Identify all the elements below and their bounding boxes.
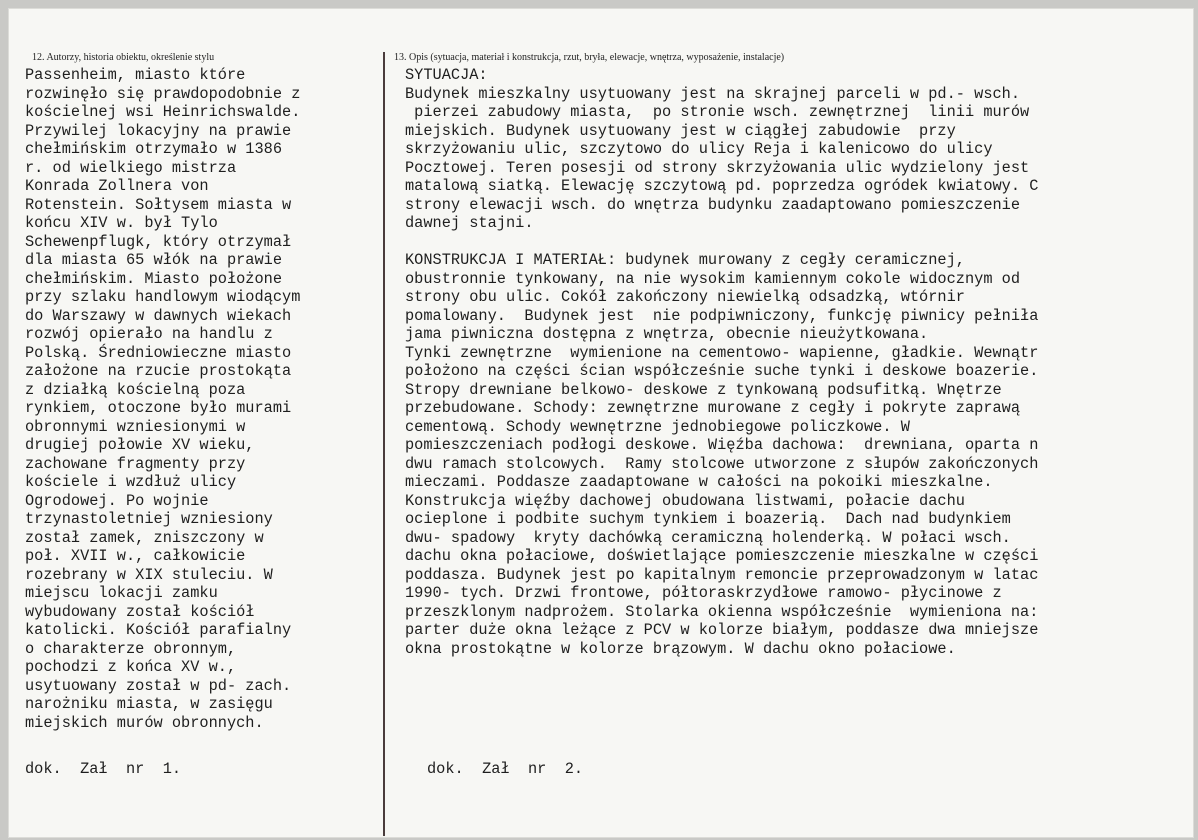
text-line: dwu ramach stolcowych. Ramy stolcowe utworzone z słupów zakończonych <box>405 454 1039 473</box>
paragraph-gap <box>405 233 1185 252</box>
text-line: miejskich. Budynek usytuowany jest w ciągłej zabudowie przy <box>405 121 956 140</box>
text-line: parter duże okna leżące z PCV w kolorze białym, poddasze dwa mniejsze <box>405 621 1039 639</box>
text-line: przy szlaku handlowym wiodącym <box>25 288 301 306</box>
text-line: pomieszczeniach podłogi deskowe. Więźba dachowa: drewniana, oparta n <box>405 436 1039 454</box>
text-line: skrzyżowaniu ulic, szczytowo do ulicy Reja i kalenicowo do ulicy <box>405 140 993 158</box>
document-sheet <box>8 8 1194 838</box>
text-line: pochodzi z końca XV w., <box>25 658 237 676</box>
text-line: narożniku miasta, w zasięgu <box>25 695 273 713</box>
text-line: pierzei zabudowy miasta, po stronie wsch. zewnętrznej linii murów <box>405 103 1030 121</box>
text-line: Stropy drewniane belkowo- deskowe z tynkowaną podsufitką. Wnętrze <box>405 380 1002 399</box>
left-footer-attachment: dok. Zał nr 1. <box>25 760 182 778</box>
text-line: 1990- tych. Drzwi frontowe, półtoraskrzydłowe ramowo- płycinowe z <box>405 584 1002 602</box>
text-line: chełmińskim. Miasto położone <box>25 269 283 288</box>
text-line: rozebrany w XIX stuleciu. W <box>25 565 273 584</box>
text-line: rozwinęło się prawdopodobnie z <box>25 84 301 103</box>
text-line: miejskich murów obronnych. <box>25 713 264 732</box>
text-line: katolicki. Kościół parafialny <box>25 621 292 639</box>
text-line: końcu XIV w. był Tylo <box>25 214 218 232</box>
text-line: drugiej połowie XV wieku, <box>25 436 255 454</box>
text-line: KONSTRUKCJA I MATERIAŁ: budynek murowany z cegły ceramicznej, <box>405 251 965 269</box>
text-line: mieczami. Poddasze zaadaptowane w całości na pokoiki mieszkalne. <box>405 473 993 491</box>
text-line: do Warszawy w dawnych wiekach <box>25 306 292 325</box>
text-line: wybudowany został kościół <box>25 602 255 621</box>
text-line: strony obu ulic. Cokół zakończony niewielką odsadzką, wtórnir <box>405 288 965 306</box>
text-line: poł. XVII w., całkowicie <box>25 547 246 565</box>
text-line: Schewenpflugk, który otrzymał <box>25 232 292 251</box>
text-line: Przywilej lokacyjny na prawie <box>25 121 292 140</box>
section-13-header: 13. Opis (sytuacja, materiał i konstrukcja, rzut, bryła, elewacje, wnętrza, wyposażenie, instalacje) <box>394 52 785 63</box>
text-line: Tynki zewnętrzne wymienione na cementowo- wapienne, gładkie. Wewnątr <box>405 343 1039 362</box>
text-line: położono na części ścian współcześnie suche tynki i deskowe boazerie. <box>405 362 1039 380</box>
text-line: ocieplone i podbite suchym tynkiem i boazerią. Dach nad budynkiem <box>405 510 1011 528</box>
text-line: z działką kościelną poza <box>25 380 246 399</box>
text-line: obronnymi wzniesionymi w <box>25 417 246 436</box>
text-line: okna prostokątne w kolorze brązowym. W dachu okno połaciowe. <box>405 639 956 658</box>
text-line: Pocztowej. Teren posesji od strony skrzyżowania ulic wydzielony jest <box>405 158 1030 177</box>
text-line: rynkiem, otoczone było murami <box>25 399 292 417</box>
text-line: Ogrodowej. Po wojnie <box>25 491 209 510</box>
text-line: kościelnej wsi Heinrichswalde. <box>25 103 301 121</box>
text-line: poddasza. Budynek jest po kapitalnym remoncie przeprowadzonym w latac <box>405 565 1039 584</box>
right-footer-attachment: dok. Zał nr 2. <box>427 760 584 778</box>
description-text-column <box>405 66 1185 658</box>
text-line: Polską. Średniowieczne miasto <box>25 343 292 362</box>
text-line: chełmińskim otrzymało w 1386 <box>25 140 283 158</box>
text-line: dawnej stajni. <box>405 214 534 232</box>
text-line: miejscu lokacji zamku <box>25 584 218 602</box>
text-line: Konstrukcja więźby dachowej obudowana listwami, połacie dachu <box>405 491 965 510</box>
text-line: cementową. Schody wewnętrzne jednobiegowe policzkowe. W <box>405 417 910 436</box>
column-divider <box>383 52 385 836</box>
text-line: został zamek, zniszczony w <box>25 528 264 547</box>
text-line: kościele i wzdłuż ulicy <box>25 473 237 491</box>
text-line: Budynek mieszkalny usytuowany jest na skrajnej parceli w pd.- wsch. <box>405 84 1021 103</box>
text-line: usytuowany został w pd- zach. <box>25 676 292 695</box>
text-line: założone na rzucie prostokąta <box>25 362 292 380</box>
text-line: przebudowane. Schody: zewnętrzne murowane z cegły i pokryte zaprawą <box>405 399 1021 417</box>
text-line: obustronnie tynkowany, na nie wysokim kamiennym cokole widocznym od <box>405 269 1021 288</box>
section-12-header: 12. Autorzy, historia obiektu, określenie stylu <box>32 52 215 63</box>
text-line: dla miasta 65 włók na prawie <box>25 251 283 269</box>
text-line: pomalowany. Budynek jest nie podpiwniczony, funkcję piwnicy pełniła <box>405 306 1039 325</box>
text-line: zachowane fragmenty przy <box>25 454 246 473</box>
text-line: Passenheim, miasto które <box>25 66 246 84</box>
text-line: Rotenstein. Sołtysem miasta w <box>25 195 292 214</box>
text-line: strony elewacji wsch. do wnętrza budynku zaadaptowano pomieszczenie <box>405 195 1021 214</box>
text-line: o charakterze obronnym, <box>25 639 237 658</box>
text-line: przeszklonym nadprożem. Stolarka okienna współcześnie wymieniona na: <box>405 602 1039 621</box>
construction-paragraph <box>405 251 1185 658</box>
text-line: matalową siatką. Elewację szczytową pd. poprzedza ogródek kwiatowy. C <box>405 177 1039 195</box>
text-line: rozwój opierało na handlu z <box>25 325 273 343</box>
history-text-column <box>25 66 375 732</box>
text-line: dachu okna połaciowe, doświetlające pomieszczenie mieszkalne w części <box>405 547 1039 565</box>
text-line: jama piwniczna dostępna z wnętrza, obecnie nieużytkowana. <box>405 325 929 343</box>
text-line: trzynastoletniej wzniesiony <box>25 510 273 528</box>
text-line: SYTUACJA: <box>405 66 488 84</box>
text-line: dwu- spadowy kryty dachówką ceramiczną holenderką. W połaci wsch. <box>405 528 1011 547</box>
situation-paragraph <box>405 66 1185 233</box>
text-line: Konrada Zollnera von <box>25 177 209 195</box>
text-line: r. od wielkiego mistrza <box>25 158 237 177</box>
